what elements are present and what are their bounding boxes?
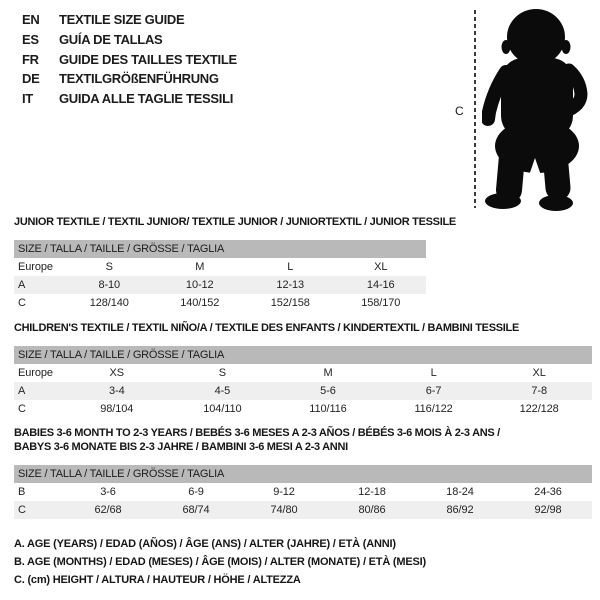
size-cell: 9-12 xyxy=(273,486,295,498)
baby-silhouette-icon xyxy=(482,6,595,213)
size-cell: 7-8 xyxy=(531,385,547,397)
footnote-age-months: B. AGE (MONTHS) / EDAD (MESES) / ÂGE (MOIS) / ALTER (MONATE) / ETÀ (MESI) xyxy=(14,556,426,568)
table-row xyxy=(14,483,592,501)
row-label: Europe xyxy=(18,367,53,379)
table-row xyxy=(14,276,426,294)
language-label: GUIDA ALLE TAGLIE TESSILI xyxy=(59,91,234,107)
row-label: C xyxy=(18,504,26,516)
footnote-age-years: A. AGE (YEARS) / EDAD (AÑOS) / ÂGE (ANS) / ALTER (JAHRE) / ETÀ (ANNI) xyxy=(14,538,396,550)
language-code: ES xyxy=(22,31,39,47)
size-cell: M xyxy=(323,367,333,379)
table-title: BABIES 3-6 MONTH TO 2-3 YEARS / BEBÉS 3-6 MESES A 2-3 AÑOS / BÉBÉS 3-6 MOIS À 2-3 ANS / xyxy=(14,427,500,439)
size-cell: 3-6 xyxy=(100,486,116,498)
language-code: IT xyxy=(22,91,33,107)
height-marker-label: C xyxy=(455,104,464,118)
row-label: A xyxy=(18,279,26,291)
size-cell: 14-16 xyxy=(366,279,395,291)
size-cell: 68/74 xyxy=(182,504,210,516)
size-cell: 74/80 xyxy=(270,504,298,516)
language-row xyxy=(22,10,237,30)
size-cell: 12-13 xyxy=(276,279,305,291)
footnote-height: C. (cm) HEIGHT / ALTURA / HAUTEUR / HÖHE / ALTEZZA xyxy=(14,574,301,586)
size-cell: 92/98 xyxy=(534,504,562,516)
size-cell: 3-4 xyxy=(108,385,125,397)
size-cell: 24-36 xyxy=(534,486,562,498)
language-label: TEXTILGRÖßENFÜHRUNG xyxy=(59,71,219,87)
table-title: BABYS 3-6 MONATE BIS 2-3 JAHRE / BAMBINI 3-6 MESI A 2-3 ANNI xyxy=(14,441,348,453)
size-cell: L xyxy=(287,261,294,273)
children-size-table xyxy=(14,321,592,418)
size-cell: 8-10 xyxy=(98,279,121,291)
size-cell: 6-9 xyxy=(188,486,204,498)
row-label: C xyxy=(18,403,26,415)
row-label: A xyxy=(18,385,26,397)
babies-size-table xyxy=(14,426,592,519)
size-header-bar: SIZE / TALLA / TAILLE / GRÖSSE / TAGLIA xyxy=(14,240,426,258)
table-row xyxy=(14,400,592,418)
language-row xyxy=(22,50,237,70)
row-label: C xyxy=(18,297,26,309)
height-dashed-line xyxy=(474,10,476,208)
size-cell: 98/104 xyxy=(100,403,134,415)
size-cell: L xyxy=(430,367,437,379)
size-cell: 116/122 xyxy=(414,403,453,415)
size-cell: S xyxy=(218,367,227,379)
language-list xyxy=(22,10,237,109)
size-cell: 80/86 xyxy=(358,504,386,516)
size-cell: 86/92 xyxy=(446,504,474,516)
size-cell: XL xyxy=(374,261,388,273)
language-label: GUÍA DE TALLAS xyxy=(59,31,163,47)
size-header-bar: SIZE / TALLA / TAILLE / GRÖSSE / TAGLIA xyxy=(14,465,592,483)
size-cell: M xyxy=(195,261,205,273)
size-cell: 6-7 xyxy=(425,385,442,397)
table-title: JUNIOR TEXTILE / TEXTIL JUNIOR/ TEXTILE JUNIOR / JUNIORTEXTIL / JUNIOR TESSILE xyxy=(14,216,456,228)
row-label: B xyxy=(18,486,26,498)
table-row xyxy=(14,382,592,400)
size-cell: 4-5 xyxy=(214,385,231,397)
size-cell: 104/110 xyxy=(203,403,242,415)
junior-size-table xyxy=(14,215,456,312)
language-row xyxy=(22,30,237,50)
language-code: EN xyxy=(22,12,40,27)
size-cell: 110/116 xyxy=(309,403,347,415)
table-row xyxy=(14,258,426,276)
size-cell: 152/158 xyxy=(270,297,310,309)
table-title: CHILDREN'S TEXTILE / TEXTIL NIÑO/A / TEXTILE DES ENFANTS / KINDERTEXTIL / BAMBINI TESSILE xyxy=(14,322,519,334)
table-row xyxy=(14,294,426,312)
row-label: Europe xyxy=(18,261,53,273)
language-row xyxy=(22,89,237,109)
size-cell: 5-6 xyxy=(320,385,336,397)
size-cell: 122/128 xyxy=(519,403,559,415)
size-cell: XS xyxy=(109,367,125,379)
size-cell: 12-18 xyxy=(358,486,386,498)
size-cell: S xyxy=(105,261,113,273)
language-code: DE xyxy=(22,71,40,87)
size-cell: 140/152 xyxy=(180,297,220,309)
language-row xyxy=(22,69,237,89)
size-cell: 62/68 xyxy=(94,504,122,516)
size-cell: 10-12 xyxy=(185,279,214,291)
size-cell: 18-24 xyxy=(446,486,474,498)
size-cell: XL xyxy=(532,367,546,379)
table-row xyxy=(14,501,592,519)
table-row xyxy=(14,364,592,382)
size-header-bar: SIZE / TALLA / TAILLE / GRÖSSE / TAGLIA xyxy=(14,346,592,364)
language-label: GUIDE DES TAILLES TEXTILE xyxy=(59,51,237,67)
language-code: FR xyxy=(22,51,39,67)
language-label: TEXTILE SIZE GUIDE xyxy=(59,12,185,27)
size-cell: 158/170 xyxy=(361,297,401,309)
size-cell: 128/140 xyxy=(89,297,129,309)
footnotes xyxy=(14,535,426,589)
